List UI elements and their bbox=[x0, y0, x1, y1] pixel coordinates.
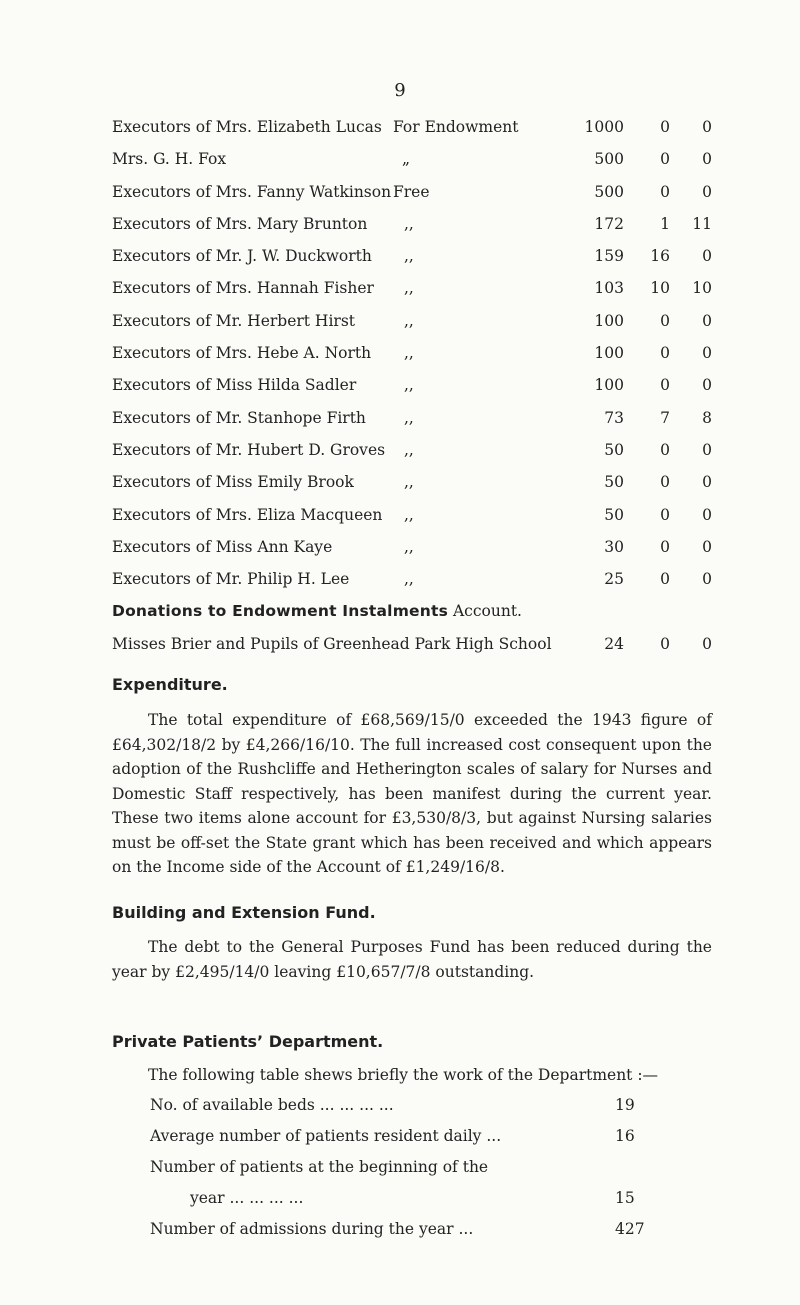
stat-label: No. of available beds ... ... ... ... bbox=[150, 1096, 394, 1114]
stat-row bbox=[150, 1096, 710, 1127]
gift-type: ,, bbox=[404, 570, 414, 589]
gift-type: ,, bbox=[404, 537, 414, 556]
amount-shillings: 0 bbox=[660, 440, 670, 459]
amount-pounds: 50 bbox=[604, 440, 624, 459]
amount-pence: 0 bbox=[702, 634, 712, 653]
amount-pounds: 73 bbox=[604, 408, 624, 427]
ledger-row bbox=[112, 247, 712, 279]
department-stats bbox=[150, 1096, 710, 1251]
bequests-ledger bbox=[112, 118, 712, 667]
private-patients-intro bbox=[112, 1063, 712, 1088]
amount-pounds: 50 bbox=[604, 505, 624, 524]
ledger-row bbox=[112, 570, 712, 602]
amount-pounds: 100 bbox=[594, 344, 624, 363]
private-patients-intro-text: The following table shews briefly the work of the Department :— bbox=[148, 1066, 659, 1084]
donation-row bbox=[112, 635, 712, 667]
amount-pence: 8 bbox=[702, 408, 712, 427]
amount-pounds: 159 bbox=[594, 247, 624, 266]
amount-shillings: 0 bbox=[660, 150, 670, 169]
ledger-row bbox=[112, 473, 712, 505]
amount-pounds: 50 bbox=[604, 473, 624, 492]
donor-name: Executors of Mrs. Eliza Macqueen bbox=[112, 505, 383, 524]
stat-value: 16 bbox=[615, 1127, 635, 1145]
ledger-row bbox=[112, 118, 712, 150]
ledger-row bbox=[112, 215, 712, 247]
amount-pence: 10 bbox=[692, 279, 712, 298]
gift-type: Free bbox=[393, 182, 430, 201]
donations-heading bbox=[112, 602, 712, 634]
stat-value: 19 bbox=[615, 1096, 635, 1114]
amount-pounds: 24 bbox=[604, 634, 624, 653]
ledger-row bbox=[112, 506, 712, 538]
stat-row bbox=[150, 1158, 710, 1189]
gift-type: „ bbox=[402, 150, 411, 169]
gift-type: ,, bbox=[404, 279, 414, 298]
amount-pounds: 500 bbox=[594, 182, 624, 201]
stat-row bbox=[150, 1220, 710, 1251]
gift-type: ,, bbox=[404, 311, 414, 330]
donor-name: Executors of Miss Hilda Sadler bbox=[112, 376, 357, 395]
amount-pence: 0 bbox=[702, 473, 712, 492]
stat-row bbox=[150, 1127, 710, 1158]
donor-name: Executors of Mrs. Hannah Fisher bbox=[112, 279, 374, 298]
donor-name: Executors of Mr. Hubert D. Groves bbox=[112, 440, 386, 459]
page-number: 9 bbox=[394, 80, 406, 101]
private-patients-heading: Private Patients’ Department. bbox=[112, 1032, 384, 1051]
amount-shillings: 10 bbox=[650, 279, 670, 298]
ledger-row bbox=[112, 279, 712, 311]
building-fund-paragraph bbox=[112, 935, 712, 984]
amount-pence: 11 bbox=[692, 214, 712, 233]
amount-pounds: 500 bbox=[594, 150, 624, 169]
expenditure-paragraph bbox=[112, 708, 712, 880]
amount-shillings: 0 bbox=[660, 505, 670, 524]
amount-pence: 0 bbox=[702, 311, 712, 330]
donor-name: Executors of Mr. J. W. Duckworth bbox=[112, 247, 372, 266]
donor-name: Executors of Mr. Herbert Hirst bbox=[112, 311, 355, 330]
amount-shillings: 0 bbox=[660, 376, 670, 395]
amount-pounds: 172 bbox=[594, 214, 624, 233]
amount-pence: 0 bbox=[702, 247, 712, 266]
amount-pounds: 1000 bbox=[584, 118, 624, 136]
gift-type: ,, bbox=[404, 344, 414, 363]
stat-label: Number of admissions during the year ... bbox=[150, 1220, 474, 1238]
expenditure-heading: Expenditure. bbox=[112, 675, 228, 694]
ledger-row bbox=[112, 441, 712, 473]
expenditure-text: The total expenditure of £68,569/15/0 exceeded the 1943 figure of £64,302/18/2 by £4,266/16/10. The full increased cost consequent upon the adoption of the Rushcliffe and Hetherington scales of salary for Nurses and Domestic Staff respectively, has been manifest during the current year. These two items alone account for £3,530/8/3, but against Nursing salaries must be off-set the State grant which has been received and which appears on the Income side of the Account of £1,249/16/8. bbox=[112, 711, 712, 876]
gift-type: ,, bbox=[404, 408, 414, 427]
ledger-row bbox=[112, 344, 712, 376]
amount-pounds: 103 bbox=[594, 279, 624, 298]
amount-shillings: 16 bbox=[650, 247, 670, 266]
donor-name: Executors of Mrs. Mary Brunton bbox=[112, 214, 368, 233]
donor-name: Executors of Miss Emily Brook bbox=[112, 473, 354, 492]
donor-name: Executors of Mrs. Hebe A. North bbox=[112, 344, 372, 363]
stat-row bbox=[150, 1189, 710, 1220]
gift-type: ,, bbox=[404, 440, 414, 459]
donor-name: Executors of Mr. Stanhope Firth bbox=[112, 408, 366, 427]
amount-pence: 0 bbox=[702, 118, 712, 136]
donations-heading-bold: Donations to Endowment Instalments bbox=[112, 602, 449, 621]
amount-pence: 0 bbox=[702, 505, 712, 524]
amount-pounds: 30 bbox=[604, 537, 624, 556]
gift-type: ,, bbox=[404, 247, 414, 266]
amount-shillings: 0 bbox=[660, 118, 670, 136]
donor-name: Executors of Mrs. Elizabeth Lucas bbox=[112, 118, 382, 136]
amount-pence: 0 bbox=[702, 537, 712, 556]
ledger-row bbox=[112, 538, 712, 570]
stat-label: Number of patients at the beginning of the bbox=[150, 1158, 489, 1176]
ledger-row bbox=[112, 150, 712, 182]
donor-name: Executors of Mr. Philip H. Lee bbox=[112, 570, 350, 589]
amount-shillings: 7 bbox=[660, 408, 670, 427]
amount-pounds: 100 bbox=[594, 376, 624, 395]
donations-heading-rest: Account. bbox=[452, 602, 522, 621]
amount-pence: 0 bbox=[702, 344, 712, 363]
amount-shillings: 0 bbox=[660, 634, 670, 653]
building-fund-text: The debt to the General Purposes Fund has been reduced during the year by £2,495/14/0 leaving £10,657/7/8 outstanding. bbox=[112, 938, 712, 981]
gift-type: ,, bbox=[404, 505, 414, 524]
donor-name: Misses Brier and Pupils of Greenhead Park High School bbox=[112, 634, 552, 653]
amount-shillings: 0 bbox=[660, 344, 670, 363]
donor-name: Mrs. G. H. Fox bbox=[112, 150, 227, 169]
amount-pounds: 25 bbox=[604, 570, 624, 589]
stat-label: Average number of patients resident daily ... bbox=[150, 1127, 502, 1145]
gift-type: ,, bbox=[404, 214, 414, 233]
amount-pence: 0 bbox=[702, 376, 712, 395]
amount-pence: 0 bbox=[702, 570, 712, 589]
amount-shillings: 0 bbox=[660, 570, 670, 589]
ledger-row bbox=[112, 183, 712, 215]
gift-type: ,, bbox=[404, 473, 414, 492]
donor-name: Executors of Miss Ann Kaye bbox=[112, 537, 333, 556]
amount-pence: 0 bbox=[702, 150, 712, 169]
amount-pence: 0 bbox=[702, 182, 712, 201]
building-fund-heading: Building and Extension Fund. bbox=[112, 903, 376, 922]
amount-pence: 0 bbox=[702, 440, 712, 459]
amount-shillings: 0 bbox=[660, 311, 670, 330]
amount-shillings: 0 bbox=[660, 473, 670, 492]
amount-pounds: 100 bbox=[594, 311, 624, 330]
ledger-row bbox=[112, 409, 712, 441]
amount-shillings: 1 bbox=[660, 214, 670, 233]
stat-label: year ... ... ... ... bbox=[190, 1189, 304, 1207]
amount-shillings: 0 bbox=[660, 182, 670, 201]
stat-value: 15 bbox=[615, 1189, 635, 1207]
amount-shillings: 0 bbox=[660, 537, 670, 556]
ledger-row bbox=[112, 312, 712, 344]
donor-name: Executors of Mrs. Fanny Watkinson bbox=[112, 182, 392, 201]
stat-value: 427 bbox=[615, 1220, 645, 1238]
gift-type: For Endowment bbox=[393, 118, 519, 136]
gift-type: ,, bbox=[404, 376, 414, 395]
ledger-row bbox=[112, 376, 712, 408]
